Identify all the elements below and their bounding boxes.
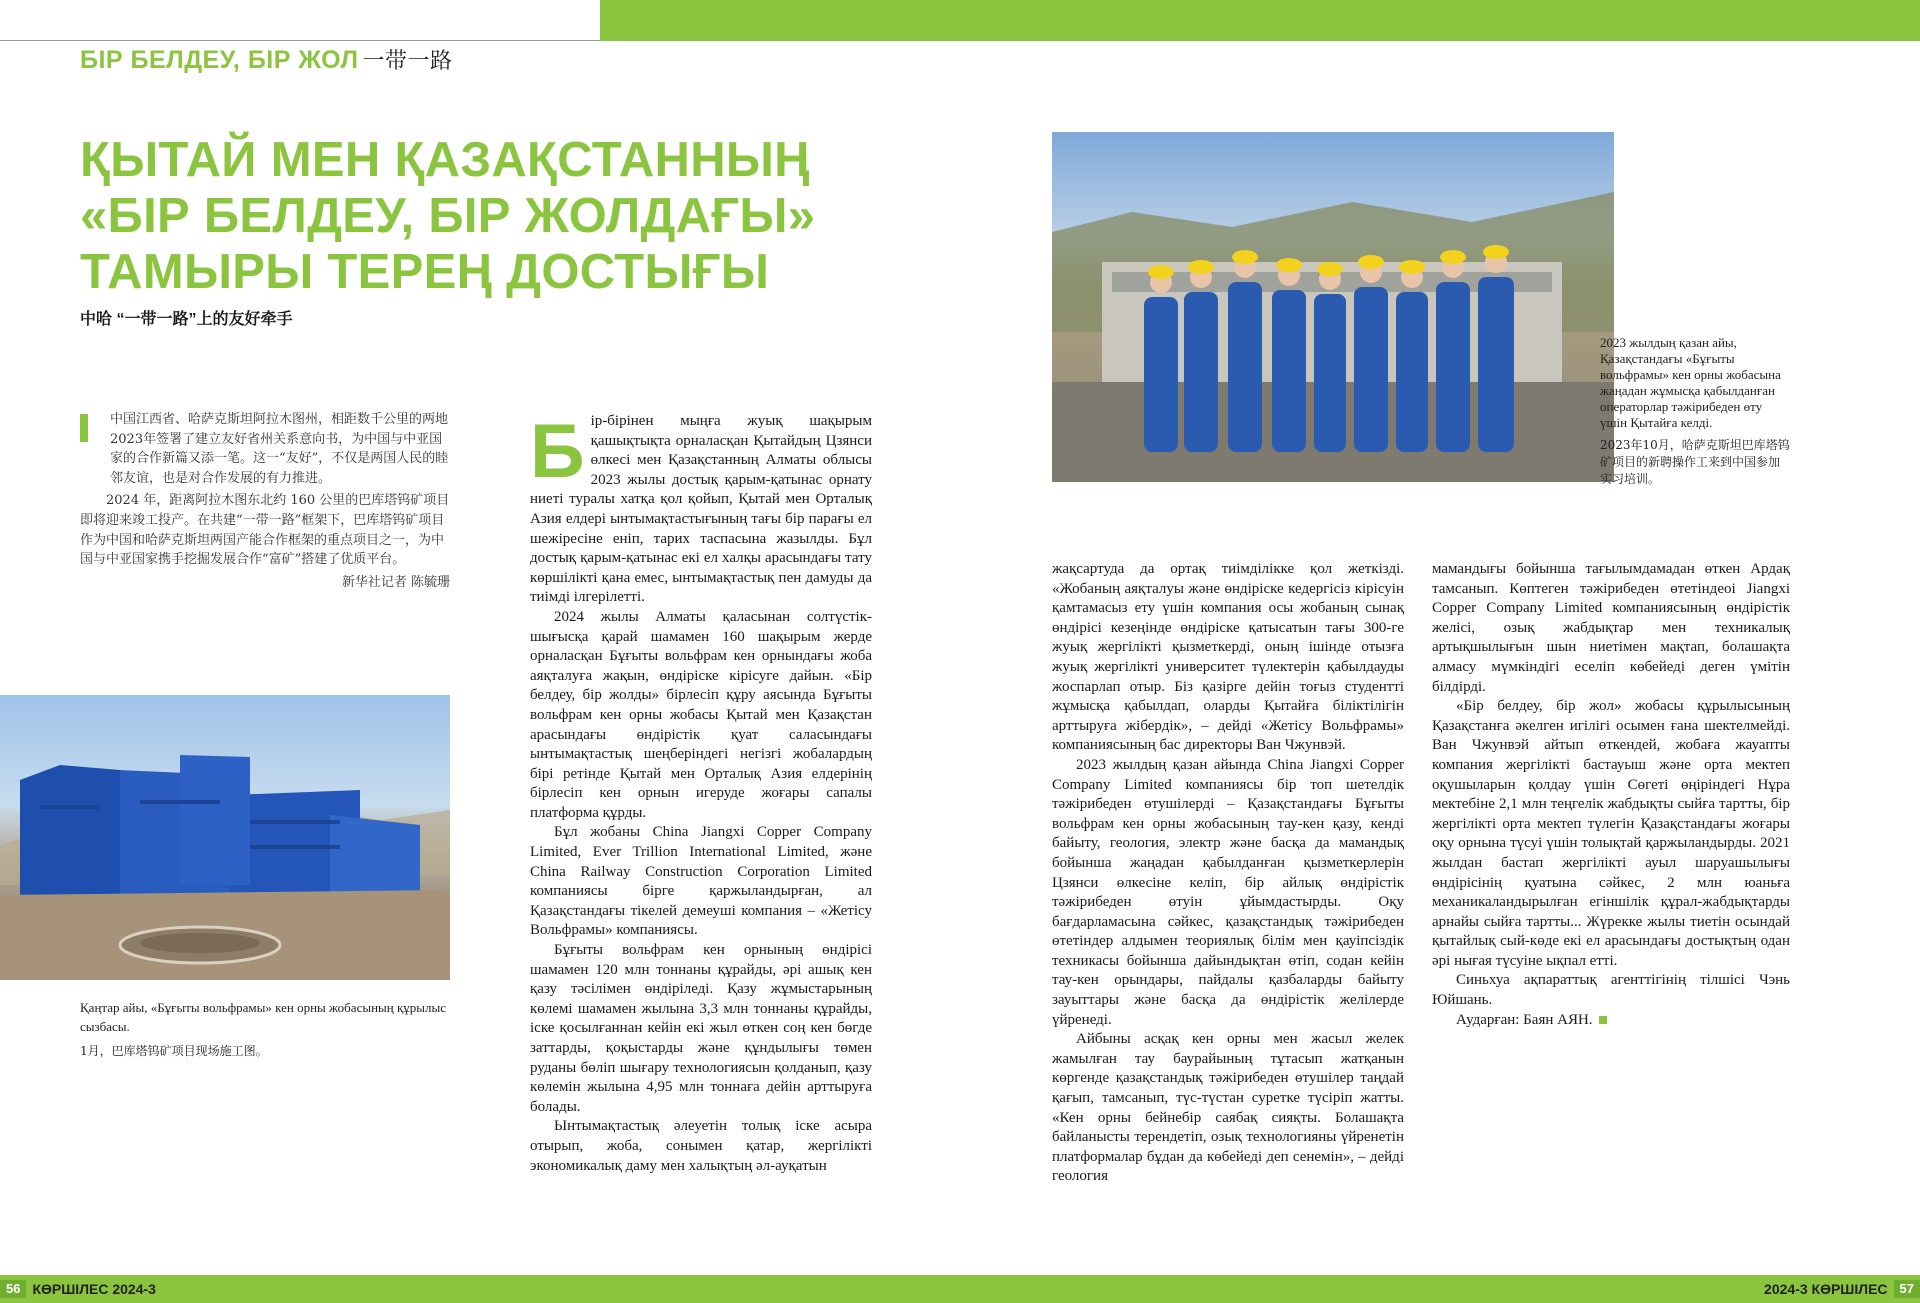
photo-right-caption xyxy=(1600,335,1790,488)
page-number-right: 57 xyxy=(1894,1280,1920,1298)
footer-left xyxy=(0,1280,156,1298)
caption-text-zh: 1月，巴库塔钨矿项目现场施工图。 xyxy=(80,1044,268,1058)
section-label xyxy=(80,44,453,75)
article-paragraph: 2024 жылы Алматы қаласынан солтүстік-шығысқа қарай шамамен 160 шақырым жерде орналасқан Бұғыты вольфрам кен орнындағы жоба аяқталуға жақын, өндіріске кірісуге дайын. «Бір белдеу, бір жолды» бірлесіп құру аясында Бұғыты вольфрам кен орны жобасы Қытай мен Қазақстан арасындағы өндірістік қуат саласындағы ынтымақтастық шеңберіндегі негізгі жобалардың бірі ретінде Қытай мен Орталық Азия елдерінің бірлесіп кен орнын игеруде жоғары сапалы платформа құрды. xyxy=(530,608,872,821)
article-paragraph: Бұл жобаны China Jiangxi Copper Company Limited, Ever Trillion International Limited, және China Railway Construction Corporation Limited компаниясы бірге қаржыландырған, ал Қазақстандағы тікелей демеуші компания – «Жетісу Вольфрамы» компаниясы. xyxy=(530,824,872,939)
title-line-3: ТАМЫРЫ ТЕРЕҢ ДОСТЫҒЫ xyxy=(80,245,770,299)
title-line-2: «БІР БЕЛДЕУ, БІР ЖОЛДАҒЫ» xyxy=(80,189,816,243)
article-subtitle-zh: 中哈 “一带一路”上的友好牵手 xyxy=(80,311,293,328)
title-line-1: ҚЫТАЙ МЕН ҚАЗАҚСТАННЫҢ xyxy=(80,133,810,187)
intro-zh xyxy=(80,410,450,592)
end-mark-icon xyxy=(1599,1016,1607,1024)
trainees-group-illustration xyxy=(1052,132,1614,482)
article-paragraph: Айбыны асқақ кен орны мен жасыл желек жамылған тау баурайының тұтасып жатқанын көргенде қазақстандық тәжірибеден өтушілер таңдай қағып, тамсанып, түс-түстан суретке түсіріп жатты. «Кен орны бейнебір саябақ сияқты. Болашақта байланысты терендетіп, озық технологияны үйренетін платформалар бұдан да көбейеді деп сенемін», – дейді геология xyxy=(1052,1031,1404,1185)
article-column-2 xyxy=(1052,560,1404,1187)
bottom-accent-bar xyxy=(0,1275,1920,1303)
article-paragraph: Ынтымақтастық әлеуетін толық іске асыра отырып, жоба, сонымен қатар, жергілікті экономикалық даму мен халықтың әл-ауқатын xyxy=(530,1118,872,1174)
construction-site-photo xyxy=(0,695,450,980)
worker-figures xyxy=(1144,245,1514,452)
translator-text: Аударған: Баян АЯН. xyxy=(1456,1011,1593,1028)
article-paragraph: Синьхуа ақпараттық агенттігінің тілшісі Чэнь Юйшань. xyxy=(1432,972,1790,1009)
article-paragraph: жақсартуда да ортақ тиімділікке қол жеткізді. «Жобаның аяқталуы және өндіріске кедергісіз кірісуін қамтамасыз ету үшін компания осы жобаның сынақ өндірісі кезеңінде өндіріске қатысатын тағы 300-ге жуық жергілікті қызметкерді, оның ішінде отызға жуық жергілікті университет түлектерін қабылдауды жоспарлап отыр. Біз қазірге дейін тоғыз студентті жұмысқа қабылдап, оларды Қытайға біліктілігін арттыруға жібердік», – дейді «Жетісу Вольфрамы» компаниясының бас директоры Ван Чжунвэй. xyxy=(1052,561,1404,754)
article-paragraph: 2023 жылдың қазан айында China Jiangxi Copper Company Limited компаниясы бір топ шетелдік тәжірибеден өтушілерді – Қазақстандағы Бұғыты вольфрам кен орны жобасының тау-кен қазу, кенді байыту, геология, электр және басқа да мамандық бойынша жаңадан қабылданған қызметкерлерін Цзянси өлкесіне келіп, бір айлық өндірістік тәжірибеден өтуін ұйымдастырды. Оқу бағдарламасына сәйкес, қазақстандық тәжірибеден өтетіндер алдымен теориялық білім мен қауіпсіздік техникасы бойынша дайындықтан өтіп, содан кейін тау-кен орындары, пайдалы қазбаларды байыту зауыттары және басқа да өндірістік желілерде үйренеді. xyxy=(1052,756,1404,1028)
trainees-group-photo xyxy=(1052,132,1614,482)
photo-left-caption xyxy=(80,998,460,1061)
caption-text-zh: 2023年10月，哈萨克斯坦巴库塔钨矿项目的新聘操作工来到中国参加实习培训。 xyxy=(1600,438,1790,486)
article-paragraph: мамандығы бойынша тағылымдамадан өткен Ардақ тамсанып. Көптеген тәжірибеден өтетіндеоі Jiangxi Copper Company Limited компаниясының өндірістік желісі, озық жабдықтар мен техникалық артықшылығын шын ниетімен мақтап, болашақта алмасу мүмкіндігі еселіп көбейеді деген үмітін білдірді. xyxy=(1432,561,1790,695)
footer-right-label: 2024-3 КӨРШІЛЕС xyxy=(1764,1281,1888,1297)
footer-right xyxy=(1764,1280,1920,1298)
top-accent-bar xyxy=(600,0,1920,41)
article-title xyxy=(80,132,816,300)
intro-paragraph: 中国江西省、哈萨克斯坦阿拉木图州，相距数千公里的两地2023年签署了建立友好省州关系意向书，为中国与中亚国家的合作新篇又添一笔。这一“友好”，不仅是两国人民的睦邻友谊，也是对合作发展的有力推进。 xyxy=(110,412,449,486)
footer-left-label: КӨРШІЛЕС 2024-3 xyxy=(32,1281,156,1297)
translator-credit xyxy=(1432,1011,1790,1031)
construction-site-illustration xyxy=(0,695,450,980)
article-paragraph: ір-бірінен мыңға жуық шақырым қашықтықта орналасқан Қытайдың Цзянси өлкесі мен Қазақстанның Алматы облысы 2023 жылы достық қарым-қатынас орнату ниеті туралы хатқа қол қойып, Қытай мен Орталық Азия елдері ынтымақтастығының тағы бір парағы ел шежіресіне еніп, тарих таспасына жазылды. Бұл достық қарым-қатынас екі ел халқы арасындағы тату көршілікті қана емес, ынтымақтастық пен дамуды да тиімді ілгерілетті. xyxy=(530,413,872,606)
article-paragraph: Бұғыты вольфрам кен орнының өндірісі шамамен 120 млн тоннаны құрайды, әрі ашық кен қазу тәсілімен өндіріледі. Қазу жұмыстарының көлемі шамамен жылына 3,3 млн тоннаны құрайды, іске қосылғаннан кейін екі жыл өткен соң кен бөгде заттарды, қоқыстарды және құндылығы төмен руданы бөліп шығару технологиясын қолданып, қазу көлемін жылына 4,95 млн тоннаға дейін арттыруға болады. xyxy=(530,942,872,1115)
article-column-1 xyxy=(530,409,872,1176)
intro-marker xyxy=(80,414,88,442)
section-label-zh: 一带一路 xyxy=(362,48,453,73)
top-rule xyxy=(0,40,600,41)
article-paragraph: «Бір белдеу, бір жол» жобасы құрылысының Қазақстанға әкелген игілігі осымен ғана шектелмейді. Ван Чжунвэй айтып өткендей, жобаға жауапты компания жергілікті бастауыш және орта мектеп оқушыларын қолдау үшін Сөгеті өңіріндегі Нұра мектебіне 2,1 млн теңгелік жабдықты сыйға тартты, бір жергілікті орта мектеп түлегін Қазақстандағы жоғары оқу орнына түсуі үшін толықтай қаржыландырды. 2021 жылдан бастап жергілікті ауыл шаруашылығы өндірісінің қуатына сәйкес, 2 млн юаньға механикаландырылған егіншілік құрал-жабдықтарды арнайы сыйға тартты... Жүрекке жылы тиетін осындай қытайлық сый-көде екі ел арасындағы достықтың одан әрі нығая түсуіне ықпал етті. xyxy=(1432,698,1790,969)
caption-text: Қаңтар айы, «Бұғыты вольфрамы» кен орны жобасының құрылыс сызбасы. xyxy=(80,1000,447,1034)
intro-byline: 新华社记者 陈毓珊 xyxy=(341,574,450,590)
section-label-text: БІР БЕЛДЕУ, БІР ЖОЛ xyxy=(80,46,359,74)
drop-cap: Б xyxy=(530,409,585,494)
caption-text: 2023 жылдың қазан айы, Қазақстандағы «Бұғыты вольфрамы» кен орны жобасына жаңадан жұмысқа қабылданған операторлар тәжірибеден өту үшін Қытайға келді. xyxy=(1600,335,1781,430)
article-column-3 xyxy=(1432,560,1790,1030)
intro-paragraph: 2024 年，距离阿拉木图东北约 160 公里的巴库塔钨矿项目即将迎来竣工投产。在共建“一带一路”框架下，巴库塔钨矿项目作为中国和哈萨克斯坦两国产能合作框架的重点项目之一，为中国与中亚国家携手挖掘发展合作“富矿”搭建了优质平台。 xyxy=(80,493,450,568)
page-number-left: 56 xyxy=(0,1280,26,1298)
